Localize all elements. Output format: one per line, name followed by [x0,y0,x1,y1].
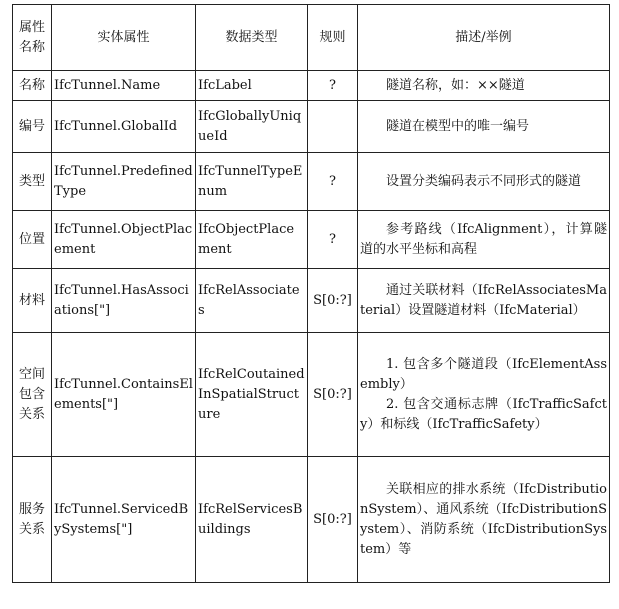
header-entity-attribute: 实体属性 [52,5,196,71]
cell-attribute-name: 材料 [13,269,52,333]
header-description: 描述/举例 [358,5,610,71]
table-row [13,101,610,153]
description-paragraph: 通过关联材料（IfcRelAssociatesMaterial）设置隧道材料（IfcMaterial） [360,282,607,318]
description-paragraph: 2. 包含交通标志牌（IfcTrafficSafcty）和标线（IfcTrafficSafety） [360,396,607,432]
description-paragraph: 参考路线（IfcAlignment），计算隧道的水平坐标和高程 [360,221,607,257]
cell-entity-attribute: IfcTunnel.ObjectPlacement [52,211,196,269]
table-row [13,211,610,269]
cell-description [358,333,610,457]
header-row [13,5,610,71]
cell-entity-attribute: IfcTunnel.GlobalId [52,101,196,153]
cell-attribute-name: 编号 [13,101,52,153]
cell-description [358,153,610,211]
table-row [13,71,610,101]
cell-entity-attribute: IfcTunnel.ServicedBySystems["] [52,457,196,583]
cell-description [358,457,610,583]
cell-entity-attribute: IfcTunnel.PredefinedType [52,153,196,211]
cell-data-type: IfcObjectPlacement [196,211,308,269]
cell-attribute-name: 名称 [13,71,52,101]
header-data-type: 数据类型 [196,5,308,71]
cell-rule: S[0:?] [308,457,358,583]
table-row [13,153,610,211]
table-row [13,333,610,457]
header-attribute-name: 属性名称 [13,5,52,71]
cell-rule [308,101,358,153]
cell-data-type: IfcRelServicesBuildings [196,457,308,583]
description-paragraph: 关联相应的排水系统（IfcDistributionSystem）、通风系统（IfcDistributionSystem）、消防系统（IfcDistributionSystem）等 [360,481,607,557]
cell-rule: ? [308,153,358,211]
description-paragraph: 1. 包含多个隧道段（IfcElementAssembly） [360,356,607,392]
cell-rule: ? [308,71,358,101]
cell-data-type: IfcLabel [196,71,308,101]
description-paragraph: 设置分类编码表示不同形式的隧道 [386,173,582,189]
cell-rule: S[0:?] [308,333,358,457]
cell-entity-attribute: IfcTunnel.HasAssociations["] [52,269,196,333]
cell-description [358,269,610,333]
cell-description [358,101,610,153]
cell-description [358,71,610,101]
cell-entity-attribute: IfcTunnel.Name [52,71,196,101]
cell-rule: S[0:?] [308,269,358,333]
cell-rule: ? [308,211,358,269]
cell-data-type: IfcRelCoutainedInSpatialStructure [196,333,308,457]
cell-data-type: IfcTunnelTypeEnum [196,153,308,211]
cell-attribute-name: 空间包含关系 [13,333,52,457]
cell-attribute-name: 类型 [13,153,52,211]
cell-attribute-name: 位置 [13,211,52,269]
table-row [13,457,610,583]
header-rule: 规则 [308,5,358,71]
cell-data-type: IfcRelAssociates [196,269,308,333]
description-paragraph: 隧道在模型中的唯一编号 [386,118,530,134]
cell-data-type: IfcGloballyUniqueId [196,101,308,153]
cell-description [358,211,610,269]
cell-attribute-name: 服务关系 [13,457,52,583]
attribute-table [12,4,610,583]
table-row [13,269,610,333]
cell-entity-attribute: IfcTunnel.ContainsElements["] [52,333,196,457]
description-paragraph: 隧道名称，如：××隧道 [386,77,525,93]
